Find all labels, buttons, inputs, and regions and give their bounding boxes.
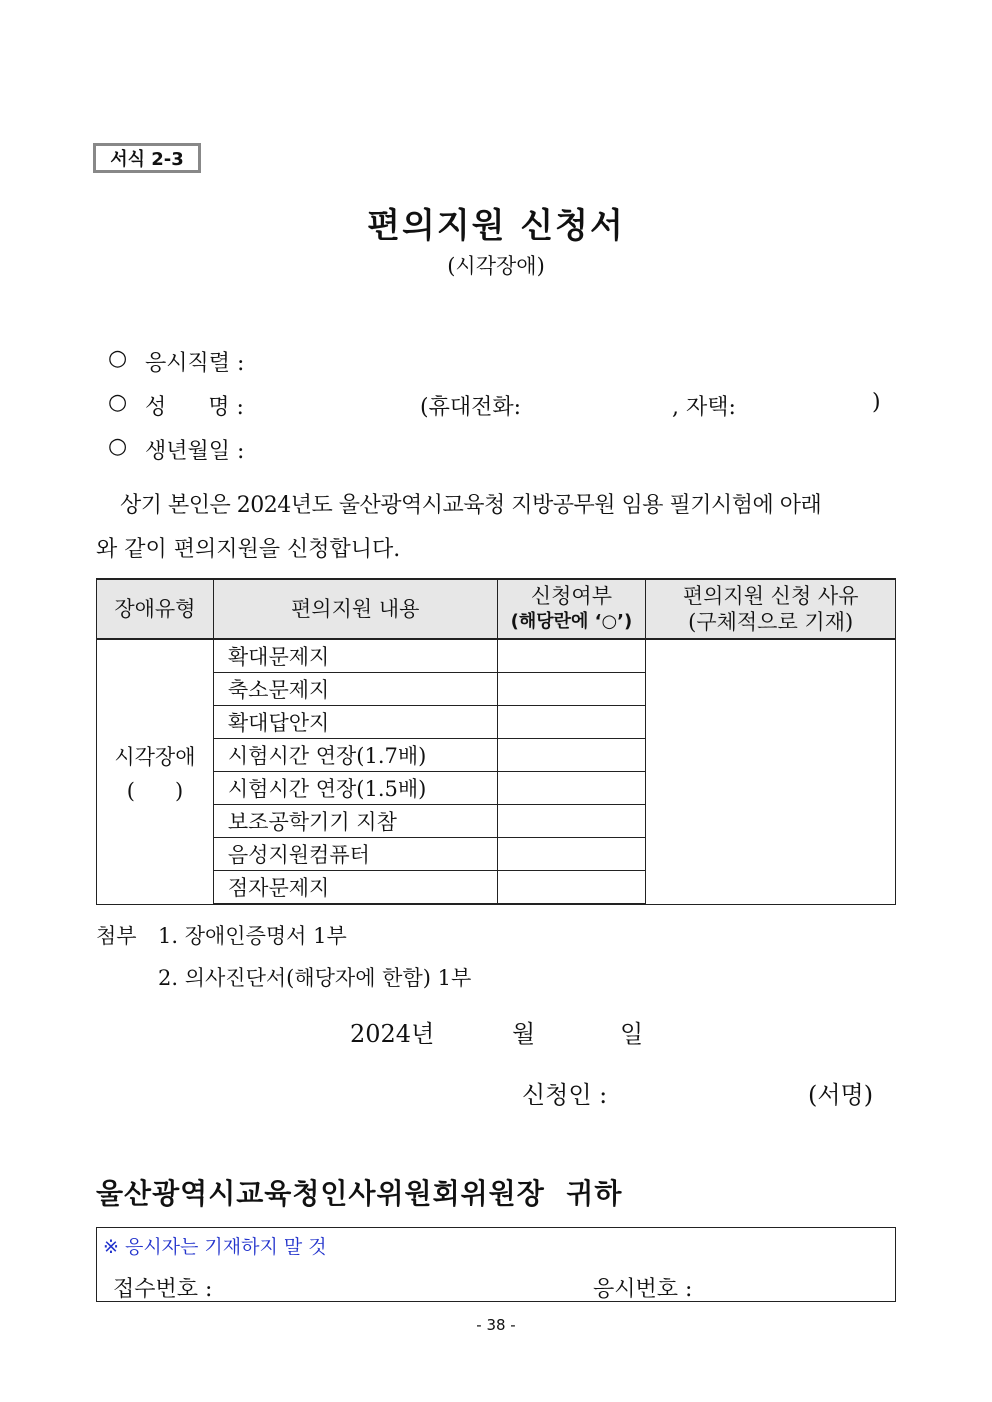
close-paren: ) [872,390,881,415]
header-support-content: 편의지원 내용 [213,579,497,639]
position-label: 응시직렬 : [145,351,245,376]
header-reason-line2: (구체적으로 기재) [688,610,854,634]
disability-type-cell [97,639,214,904]
home-phone-label: , 자택: [672,395,736,420]
bullet: ○ [108,390,128,415]
support-item: 보조공학기기 지참 [213,805,497,838]
support-item: 시험시간 연장(1.7배) [213,739,497,772]
date-day: 일 [620,1020,644,1048]
support-request-table [96,578,896,905]
header-apply [497,579,646,639]
office-use-box [96,1227,896,1302]
applicant-label: 신청인 : [522,1081,608,1109]
reason-cell[interactable] [646,639,896,904]
form-number-badge: 서식 2-3 [93,143,201,173]
header-reason-line1: 편의지원 신청 사유 [682,584,859,608]
apply-cell[interactable] [497,639,646,673]
exam-number-label: 응시번호 : [593,1277,693,1302]
apply-cell[interactable] [497,838,646,871]
apply-cell[interactable] [497,805,646,838]
date-year: 2024년 [350,1020,435,1048]
apply-cell[interactable] [497,871,646,905]
attachments-label: 첨부 [96,924,137,948]
bullet: ○ [108,434,128,459]
support-item: 확대문제지 [213,639,497,673]
bullet: ○ [108,346,128,371]
addressee: 울산광역시교육청인사위원회위원장 귀하 [96,1177,623,1210]
disability-type-label: 시각장애 [114,744,196,769]
attachment-item-1: 1. 장애인증명서 1부 [158,924,347,948]
apply-cell[interactable] [497,673,646,706]
disability-type-checkbox[interactable]: ( ) [126,778,184,803]
office-use-note: ※ 응시자는 기재하지 말 것 [103,1236,327,1258]
statement-line-1: 상기 본인은 2024년도 울산광역시교육청 지방공무원 임용 필기시험에 아래 [120,493,822,518]
header-apply-line2: (해당란에 ‘○’) [510,611,633,632]
header-disability-type: 장애유형 [97,579,214,639]
support-item: 점자문제지 [213,871,497,905]
header-apply-line1: 신청여부 [530,584,612,608]
page-subtitle: (시각장애) [447,254,545,278]
header-reason [646,579,896,639]
support-item: 확대답안지 [213,706,497,739]
receipt-number-label: 접수번호 : [113,1277,213,1302]
birth-date-label: 생년월일 : [145,439,245,464]
name-label: 성 명 : [145,395,244,420]
apply-cell[interactable] [497,772,646,805]
apply-cell[interactable] [497,739,646,772]
statement-line-2: 와 같이 편의지원을 신청합니다. [96,537,401,562]
support-item: 음성지원컴퓨터 [213,838,497,871]
table-row [97,639,896,673]
support-item: 시험시간 연장(1.5배) [213,772,497,805]
page-number: - 38 - [476,1316,516,1334]
page-title: 편의지원 신청서 [367,206,625,246]
signature-label: (서명) [808,1081,874,1109]
attachment-item-2: 2. 의사진단서(해당자에 한함) 1부 [158,966,472,990]
apply-cell[interactable] [497,706,646,739]
support-item: 축소문제지 [213,673,497,706]
mobile-phone-label: (휴대전화: [420,395,522,420]
date-month: 월 [512,1020,536,1048]
